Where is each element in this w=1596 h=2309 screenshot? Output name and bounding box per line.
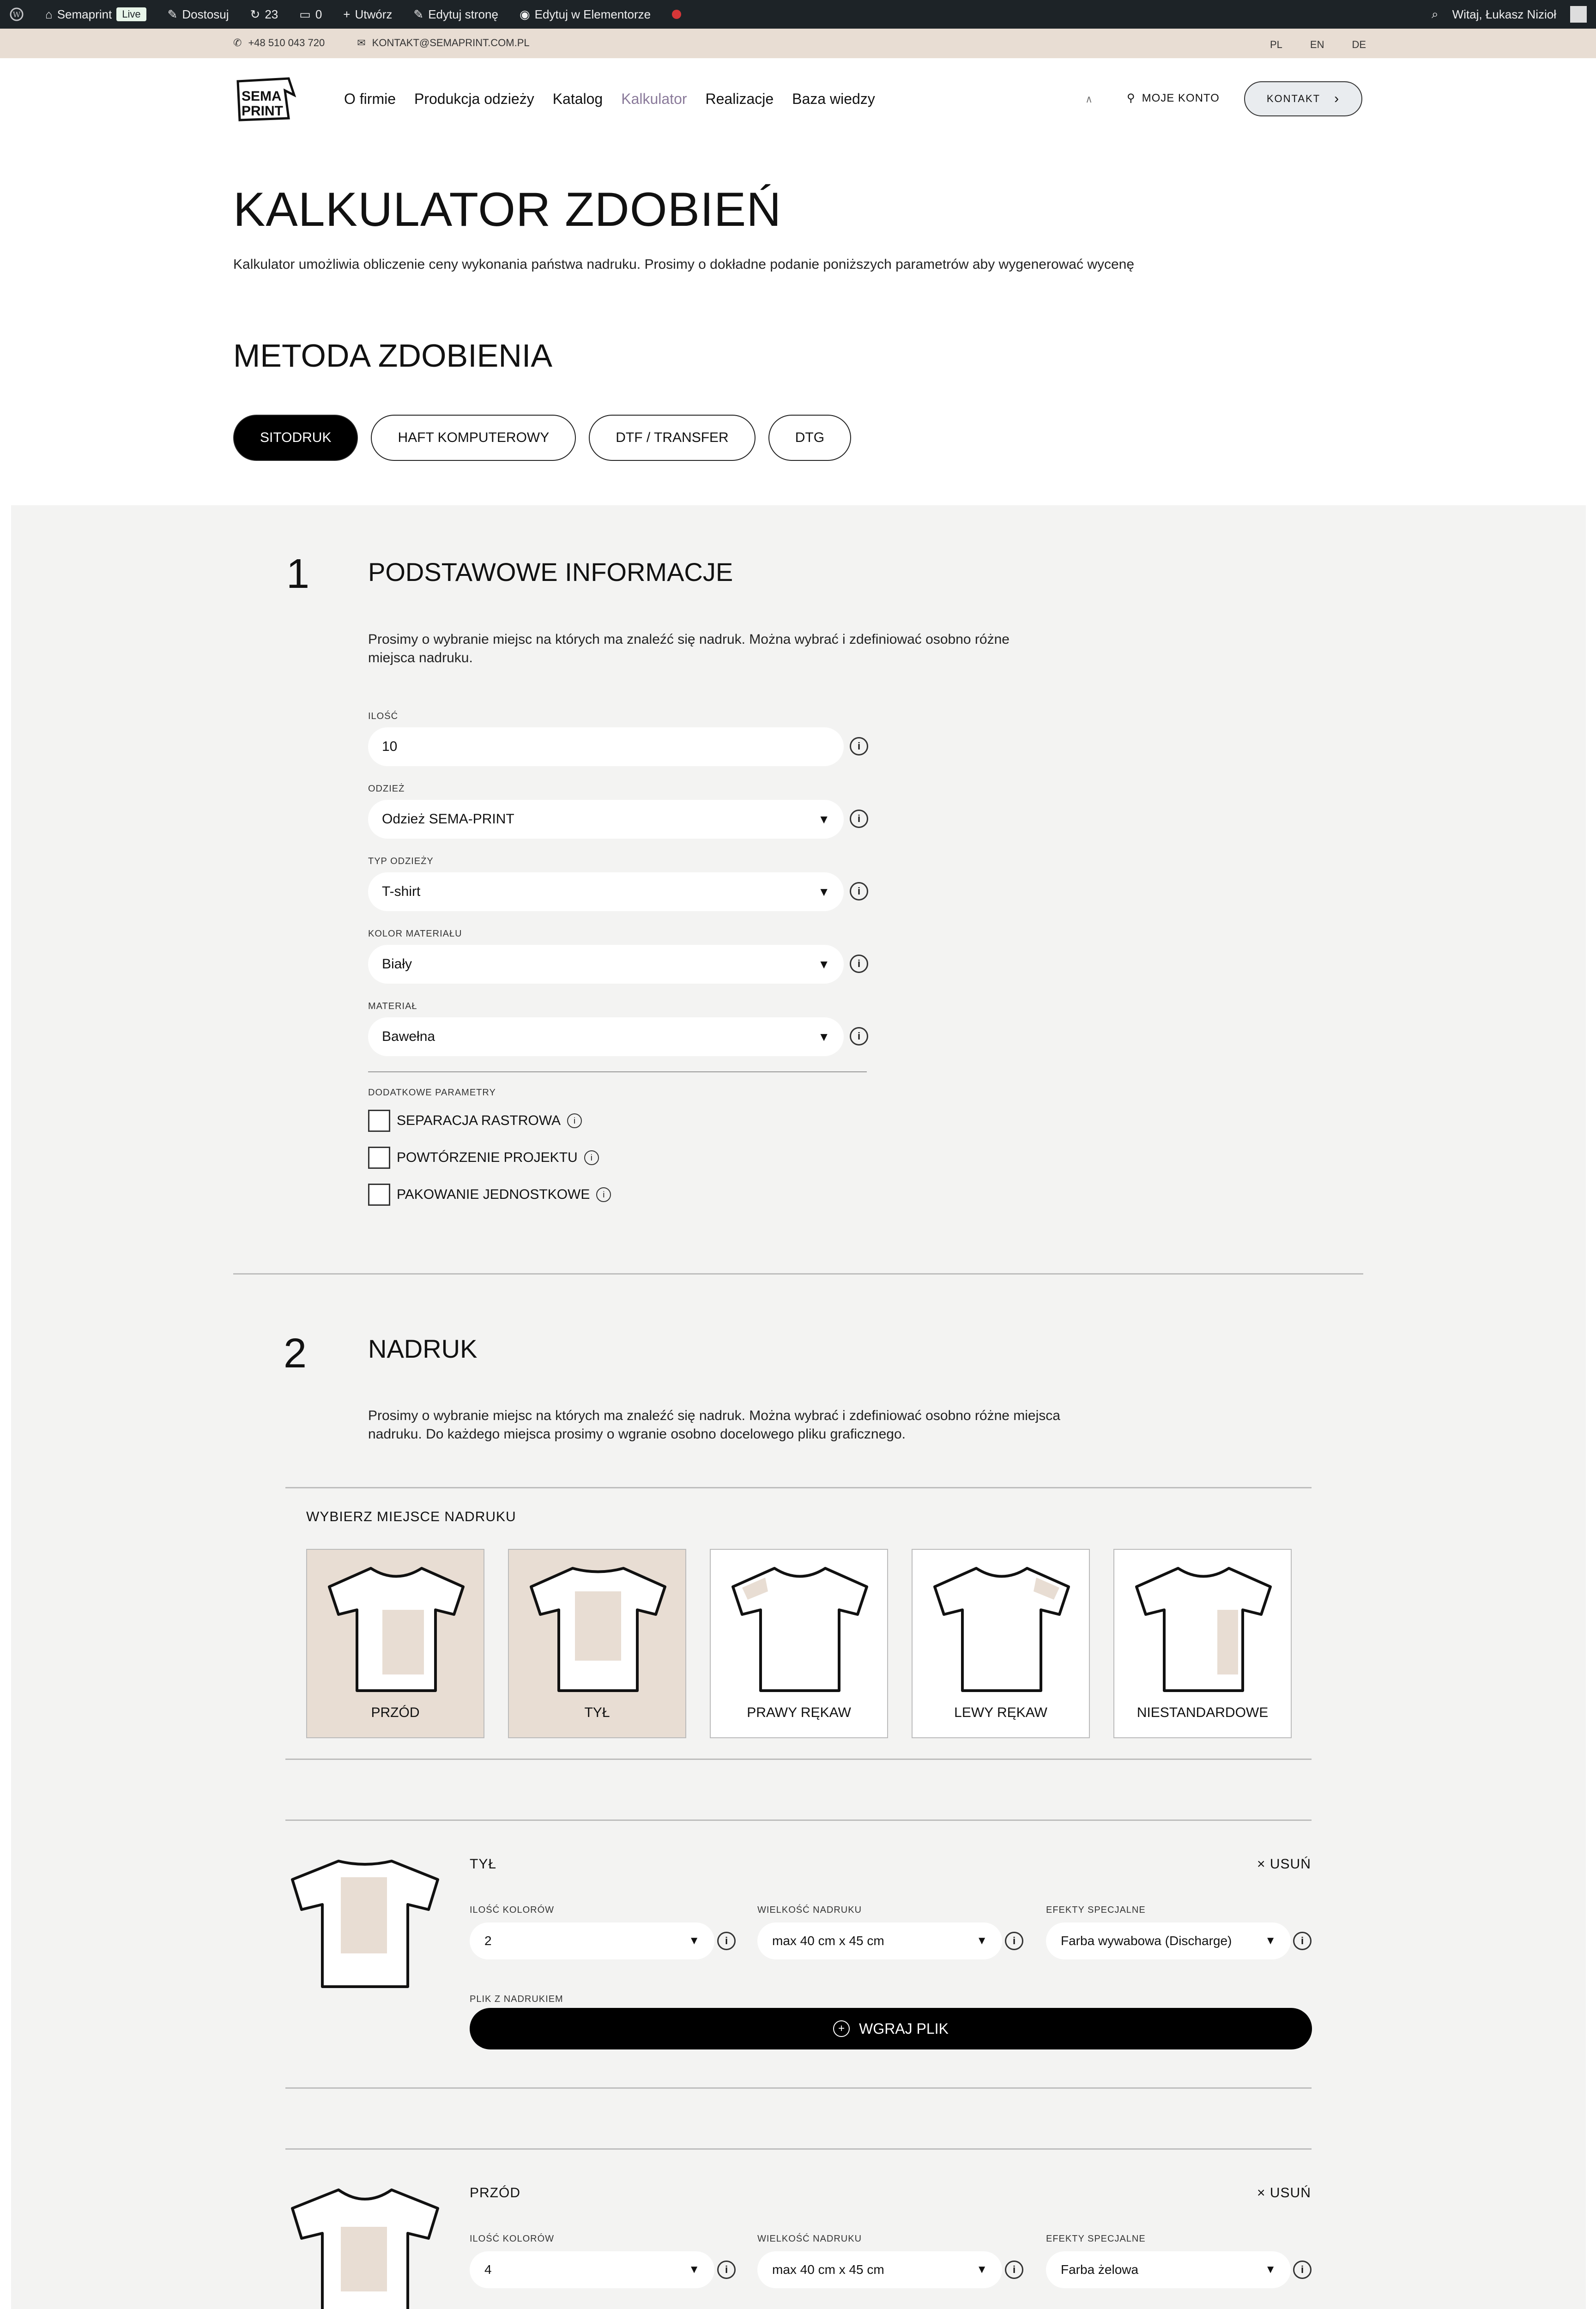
- info-icon[interactable]: i: [1005, 1932, 1023, 1950]
- divider: [368, 1071, 867, 1072]
- admin-elementor-link[interactable]: ◉ Edytuj w Elementorze: [519, 7, 651, 21]
- wp-logo-icon[interactable]: [9, 7, 24, 22]
- place-left-sleeve[interactable]: LEWY RĘKAW: [912, 1549, 1090, 1738]
- dropdown-arrow-icon: ▼: [818, 1029, 830, 1044]
- section-divider: [233, 1273, 1363, 1275]
- place-custom[interactable]: NIESTANDARDOWE: [1113, 1549, 1292, 1738]
- checkbox-box[interactable]: [368, 1184, 390, 1206]
- tshirt-back-thumb-icon: [285, 1856, 445, 1990]
- method-dtg[interactable]: DTG: [768, 415, 851, 461]
- search-icon[interactable]: ⌕: [1432, 7, 1439, 21]
- place-front[interactable]: PRZÓD: [306, 1549, 484, 1738]
- dropdown-arrow-icon: ▼: [976, 1934, 987, 1947]
- main-navbar: [0, 58, 1596, 146]
- topbar-phone[interactable]: ✆ +48 510 043 720: [233, 37, 325, 48]
- info-icon[interactable]: i: [717, 1932, 736, 1950]
- page-title: KALKULATOR ZDOBIEŃ: [233, 183, 782, 236]
- tshirt-back-icon: [522, 1559, 674, 1698]
- admin-updates-link[interactable]: ↻ 23: [250, 7, 278, 21]
- brush-icon: ✎: [167, 7, 178, 21]
- lang-en[interactable]: EN: [1310, 39, 1324, 50]
- menu-o-firmie[interactable]: O firmie: [344, 91, 396, 107]
- info-icon[interactable]: i: [584, 1150, 599, 1165]
- svg-text:W: W: [12, 10, 21, 19]
- info-icon[interactable]: i: [1293, 1932, 1312, 1950]
- chevron-right-icon: ›: [1334, 91, 1340, 106]
- material-select[interactable]: Bawełna ▼: [368, 1017, 844, 1056]
- section-number-2: 2: [284, 1330, 307, 1377]
- info-icon[interactable]: i: [1005, 2261, 1023, 2279]
- info-icon[interactable]: i: [717, 2261, 736, 2279]
- print-row-title-front: PRZÓD: [470, 2185, 520, 2200]
- upload-back-file-button[interactable]: + WGRAJ PLIK: [470, 2008, 1312, 2049]
- chevron-up-icon[interactable]: ∧: [1085, 93, 1093, 105]
- home-icon: ⌂: [45, 7, 53, 21]
- material-color-label: KOLOR MATERIAŁU: [368, 929, 462, 939]
- dropdown-arrow-icon: ▼: [689, 2263, 700, 2276]
- section-number-1: 1: [286, 551, 310, 597]
- section-title-basic: PODSTAWOWE INFORMACJE: [368, 557, 733, 586]
- effects-label: EFEKTY SPECJALNE: [1046, 1905, 1146, 1915]
- back-colors-select[interactable]: 2 ▼: [470, 1922, 714, 1959]
- tshirt-front-icon: [320, 1559, 472, 1698]
- topbar: [0, 29, 1596, 58]
- material-color-info-icon[interactable]: i: [850, 955, 868, 973]
- record-dot-icon: [672, 10, 681, 19]
- remove-front-button[interactable]: × USUŃ: [1257, 2185, 1311, 2200]
- material-info-icon[interactable]: i: [850, 1027, 868, 1046]
- elementor-icon: ◉: [519, 7, 530, 21]
- lang-pl[interactable]: PL: [1270, 39, 1282, 50]
- tshirt-custom-icon: [1127, 1559, 1280, 1698]
- tshirt-left-sleeve-icon: [925, 1559, 1078, 1698]
- divider: [285, 2148, 1312, 2150]
- dropdown-arrow-icon: ▼: [818, 812, 830, 826]
- garment-type-info-icon[interactable]: i: [850, 882, 868, 901]
- file-label: PLIK Z NADRUKIEM: [470, 1994, 563, 2004]
- checkbox-box[interactable]: [368, 1110, 390, 1132]
- place-back[interactable]: TYŁ: [508, 1549, 686, 1738]
- checkbox-project-repeat[interactable]: POWTÓRZENIE PROJEKTU i: [368, 1147, 599, 1169]
- dropdown-arrow-icon: ▼: [1265, 1934, 1276, 1947]
- quantity-label: ILOŚĆ: [368, 711, 399, 721]
- dropdown-arrow-icon: ▼: [818, 957, 830, 971]
- menu-baza-wiedzy[interactable]: Baza wiedzy: [792, 91, 875, 107]
- section1-description: Prosimy o wybranie miejsc na których ma znaleźć się nadruk. Można wybrać i zdefiniować osobno różne miejsca nadruku.: [368, 632, 1010, 665]
- info-icon[interactable]: i: [1293, 2261, 1312, 2279]
- admin-site-link[interactable]: ⌂ Semaprint Live: [45, 7, 146, 22]
- admin-greeting[interactable]: Witaj, Łukasz Nizioł: [1452, 7, 1556, 21]
- user-icon: ⚲: [1127, 92, 1136, 104]
- garment-select[interactable]: Odzież SEMA-PRINT ▼: [368, 800, 844, 839]
- menu-kalkulator[interactable]: Kalkulator: [621, 91, 687, 107]
- method-tabs: [233, 415, 851, 461]
- updates-icon: ↻: [250, 7, 260, 21]
- choose-place-label: WYBIERZ MIEJSCE NADRUKU: [306, 1509, 516, 1524]
- live-badge: Live: [116, 7, 146, 21]
- method-title: METODA ZDOBIENIA: [233, 338, 553, 374]
- topbar-email[interactable]: ✉ KONTAKT@SEMAPRINT.COM.PL: [357, 37, 530, 48]
- method-sitodruk[interactable]: SITODRUK: [233, 415, 358, 461]
- menu-katalog[interactable]: Katalog: [552, 91, 603, 107]
- size-label: WIELKOŚĆ NADRUKU: [757, 1905, 862, 1915]
- menu-produkcja[interactable]: Produkcja odzieży: [414, 91, 534, 107]
- quantity-input[interactable]: 10: [368, 727, 844, 766]
- front-colors-select[interactable]: 4 ▼: [470, 2251, 714, 2288]
- info-icon[interactable]: i: [596, 1187, 611, 1202]
- contact-button[interactable]: KONTAKT ›: [1244, 81, 1362, 116]
- dropdown-arrow-icon: ▼: [976, 2263, 987, 2276]
- back-size-select[interactable]: max 40 cm x 45 cm ▼: [757, 1922, 1002, 1959]
- garment-label: ODZIEŻ: [368, 784, 405, 794]
- section-title-print: NADRUK: [368, 1334, 478, 1363]
- garment-info-icon[interactable]: i: [850, 810, 868, 828]
- colors-label: ILOŚĆ KOLORÓW: [470, 2234, 555, 2244]
- pencil-icon: ✎: [413, 7, 424, 21]
- print-row-title-back: TYŁ: [470, 1856, 497, 1872]
- site-logo[interactable]: [233, 77, 298, 123]
- extra-params-label: DODATKOWE PARAMETRY: [368, 1088, 496, 1098]
- comment-icon: ▭: [299, 7, 311, 21]
- effects-label: EFEKTY SPECJALNE: [1046, 2234, 1146, 2244]
- garment-type-label: TYP ODZIEŻY: [368, 856, 434, 866]
- dropdown-arrow-icon: ▼: [689, 1934, 700, 1947]
- language-switcher: [1270, 39, 1366, 51]
- divider: [285, 1487, 1312, 1488]
- method-dtf[interactable]: DTF / TRANSFER: [589, 415, 755, 461]
- checkbox-unit-packing[interactable]: PAKOWANIE JEDNOSTKOWE i: [368, 1184, 611, 1206]
- checkbox-raster-separation[interactable]: SEPARACJA RASTROWA i: [368, 1110, 582, 1132]
- logo-text-top: SEMA: [242, 89, 282, 104]
- divider: [285, 1819, 1312, 1821]
- admin-new-link[interactable]: + Utwórz: [343, 7, 393, 21]
- dropdown-arrow-icon: ▼: [1265, 2263, 1276, 2276]
- back-effect-select[interactable]: Farba wywabowa (Discharge) ▼: [1046, 1922, 1291, 1959]
- colors-label: ILOŚĆ KOLORÓW: [470, 1905, 555, 1915]
- phone-icon: ✆: [233, 37, 242, 48]
- plus-icon: +: [343, 7, 351, 21]
- dropdown-arrow-icon: ▼: [818, 884, 830, 899]
- my-account-link[interactable]: ⚲ MOJE KONTO: [1127, 91, 1220, 104]
- size-label: WIELKOŚĆ NADRUKU: [757, 2234, 862, 2244]
- main-menu: [344, 91, 875, 108]
- material-label: MATERIAŁ: [368, 1001, 417, 1011]
- avatar[interactable]: [1570, 6, 1587, 23]
- remove-back-button[interactable]: × USUŃ: [1257, 1856, 1311, 1872]
- wp-admin-bar: [0, 0, 1596, 29]
- plus-circle-icon: +: [833, 2020, 850, 2037]
- divider: [285, 1759, 1312, 1760]
- admin-edit-page-link[interactable]: ✎ Edytuj stronę: [413, 7, 498, 21]
- admin-customize-link[interactable]: ✎ Dostosuj: [167, 7, 229, 21]
- material-color-select[interactable]: Biały ▼: [368, 945, 844, 984]
- menu-realizacje[interactable]: Realizacje: [705, 91, 774, 107]
- place-right-sleeve[interactable]: PRAWY RĘKAW: [710, 1549, 888, 1738]
- garment-type-select[interactable]: T-shirt ▼: [368, 872, 844, 911]
- record-indicator[interactable]: [672, 10, 681, 19]
- divider: [285, 2087, 1312, 2089]
- section2-description: Prosimy o wybranie miejsc na których ma znaleźć się nadruk. Można wybrać i zdefiniować osobno różne miejsca nadruku. Do każdego miejsca prosimy o wgranie osobno docelowego pliku graficznego.: [368, 1408, 1060, 1442]
- info-icon[interactable]: i: [567, 1113, 582, 1128]
- mail-icon: ✉: [357, 37, 366, 48]
- checkbox-box[interactable]: [368, 1147, 390, 1169]
- tshirt-right-sleeve-icon: [724, 1559, 876, 1698]
- tshirt-front-thumb-icon: [285, 2185, 445, 2309]
- logo-text-bottom: PRINT: [242, 103, 283, 119]
- lang-de[interactable]: DE: [1352, 39, 1366, 50]
- method-haft[interactable]: HAFT KOMPUTEROWY: [371, 415, 576, 461]
- quantity-info-icon[interactable]: i: [850, 737, 868, 756]
- admin-comments-link[interactable]: ▭ 0: [299, 7, 322, 21]
- page-intro: Kalkulator umożliwia obliczenie ceny wykonania państwa nadruku. Prosimy o dokładne podanie poniższych parametrów aby wygenerować wycenę: [233, 257, 1135, 272]
- front-size-select[interactable]: max 40 cm x 45 cm ▼: [757, 2251, 1002, 2288]
- front-effect-select[interactable]: Farba żelowa ▼: [1046, 2251, 1291, 2288]
